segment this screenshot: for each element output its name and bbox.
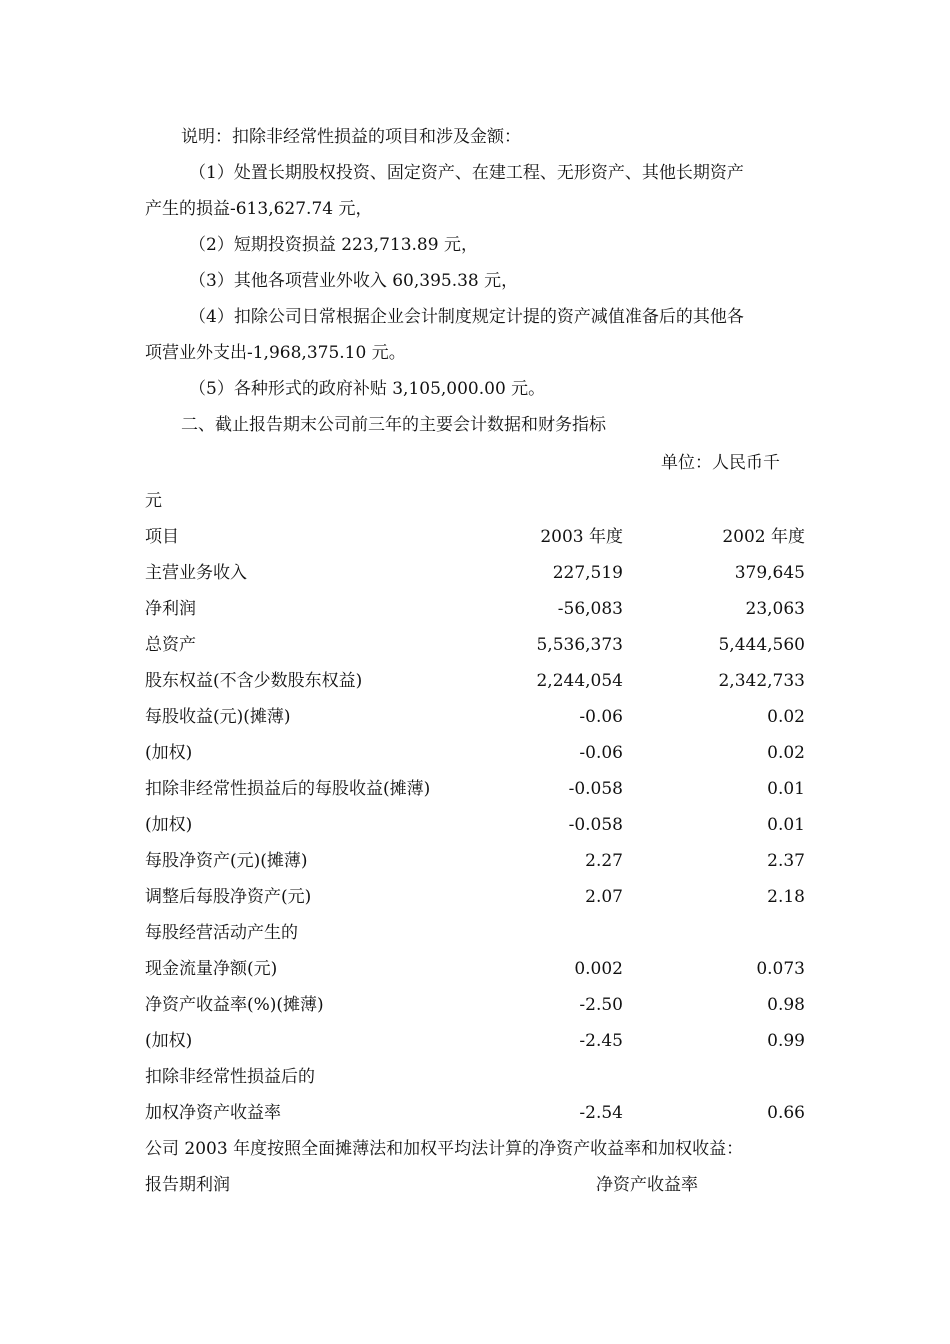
- table-row: 每股收益(元)(摊薄) -0.06 0.02: [145, 707, 805, 727]
- table-row: 调整后每股净资产(元) 2.07 2.18: [145, 887, 805, 907]
- table-row: (加权) -0.06 0.02: [145, 743, 805, 763]
- unit-label-b: 元: [145, 491, 162, 511]
- footer-col-right: 净资产收益率: [596, 1175, 698, 1195]
- table-row: 净利润 -56,083 23,063: [145, 599, 805, 619]
- footer-note: 公司 2003 年度按照全面摊薄法和加权平均法计算的净资产收益率和加权收益：: [145, 1139, 744, 1159]
- table-row: 净资产收益率(%)(摊薄) -2.50 0.98: [145, 995, 805, 1015]
- table-row: 股东权益(不含少数股东权益) 2,244,054 2,342,733: [145, 671, 805, 691]
- table-row: (加权) -2.45 0.99: [145, 1031, 805, 1051]
- unit-label-a: 单位：人民币千: [661, 453, 780, 473]
- header-2003: 2003 年度: [540, 527, 623, 547]
- explain-heading: 说明：扣除非经常性损益的项目和涉及金额：: [181, 127, 521, 147]
- explain-item-1b: 产生的损益-613,627.74 元，: [145, 199, 373, 219]
- explain-item-1a: （1）处置长期股权投资、固定资产、在建工程、无形资产、其他长期资产: [189, 163, 744, 183]
- table-row: 扣除非经常性损益后的每股收益(摊薄) -0.058 0.01: [145, 779, 805, 799]
- table-row: 现金流量净额(元) 0.002 0.073: [145, 959, 805, 979]
- table-row: 主营业务收入 227,519 379,645: [145, 563, 805, 583]
- table-row: 总资产 5,536,373 5,444,560: [145, 635, 805, 655]
- explain-item-5: （5）各种形式的政府补贴 3,105,000.00 元。: [189, 379, 546, 399]
- explain-item-3: （3）其他各项营业外收入 60,395.38 元，: [189, 271, 519, 291]
- table-header: [145, 525, 805, 549]
- table-row: 加权净资产收益率 -2.54 0.66: [145, 1103, 805, 1123]
- header-label: 项目: [145, 527, 179, 547]
- table-row: (加权) -0.058 0.01: [145, 815, 805, 835]
- header-2002: 2002 年度: [722, 527, 805, 547]
- table-row: 每股净资产(元)(摊薄) 2.27 2.37: [145, 851, 805, 871]
- table-row: 每股经营活动产生的: [145, 923, 298, 943]
- explain-item-2: （2）短期投资损益 223,713.89 元，: [189, 235, 478, 255]
- table-row: 扣除非经常性损益后的: [145, 1067, 315, 1087]
- footer-col-left: 报告期利润: [145, 1175, 230, 1195]
- section2-title: 二、截止报告期末公司前三年的主要会计数据和财务指标: [181, 415, 606, 435]
- explain-item-4b: 项营业外支出-1,968,375.10 元。: [145, 343, 406, 363]
- explain-item-4a: （4）扣除公司日常根据企业会计制度规定计提的资产减值准备后的其他各: [189, 307, 744, 327]
